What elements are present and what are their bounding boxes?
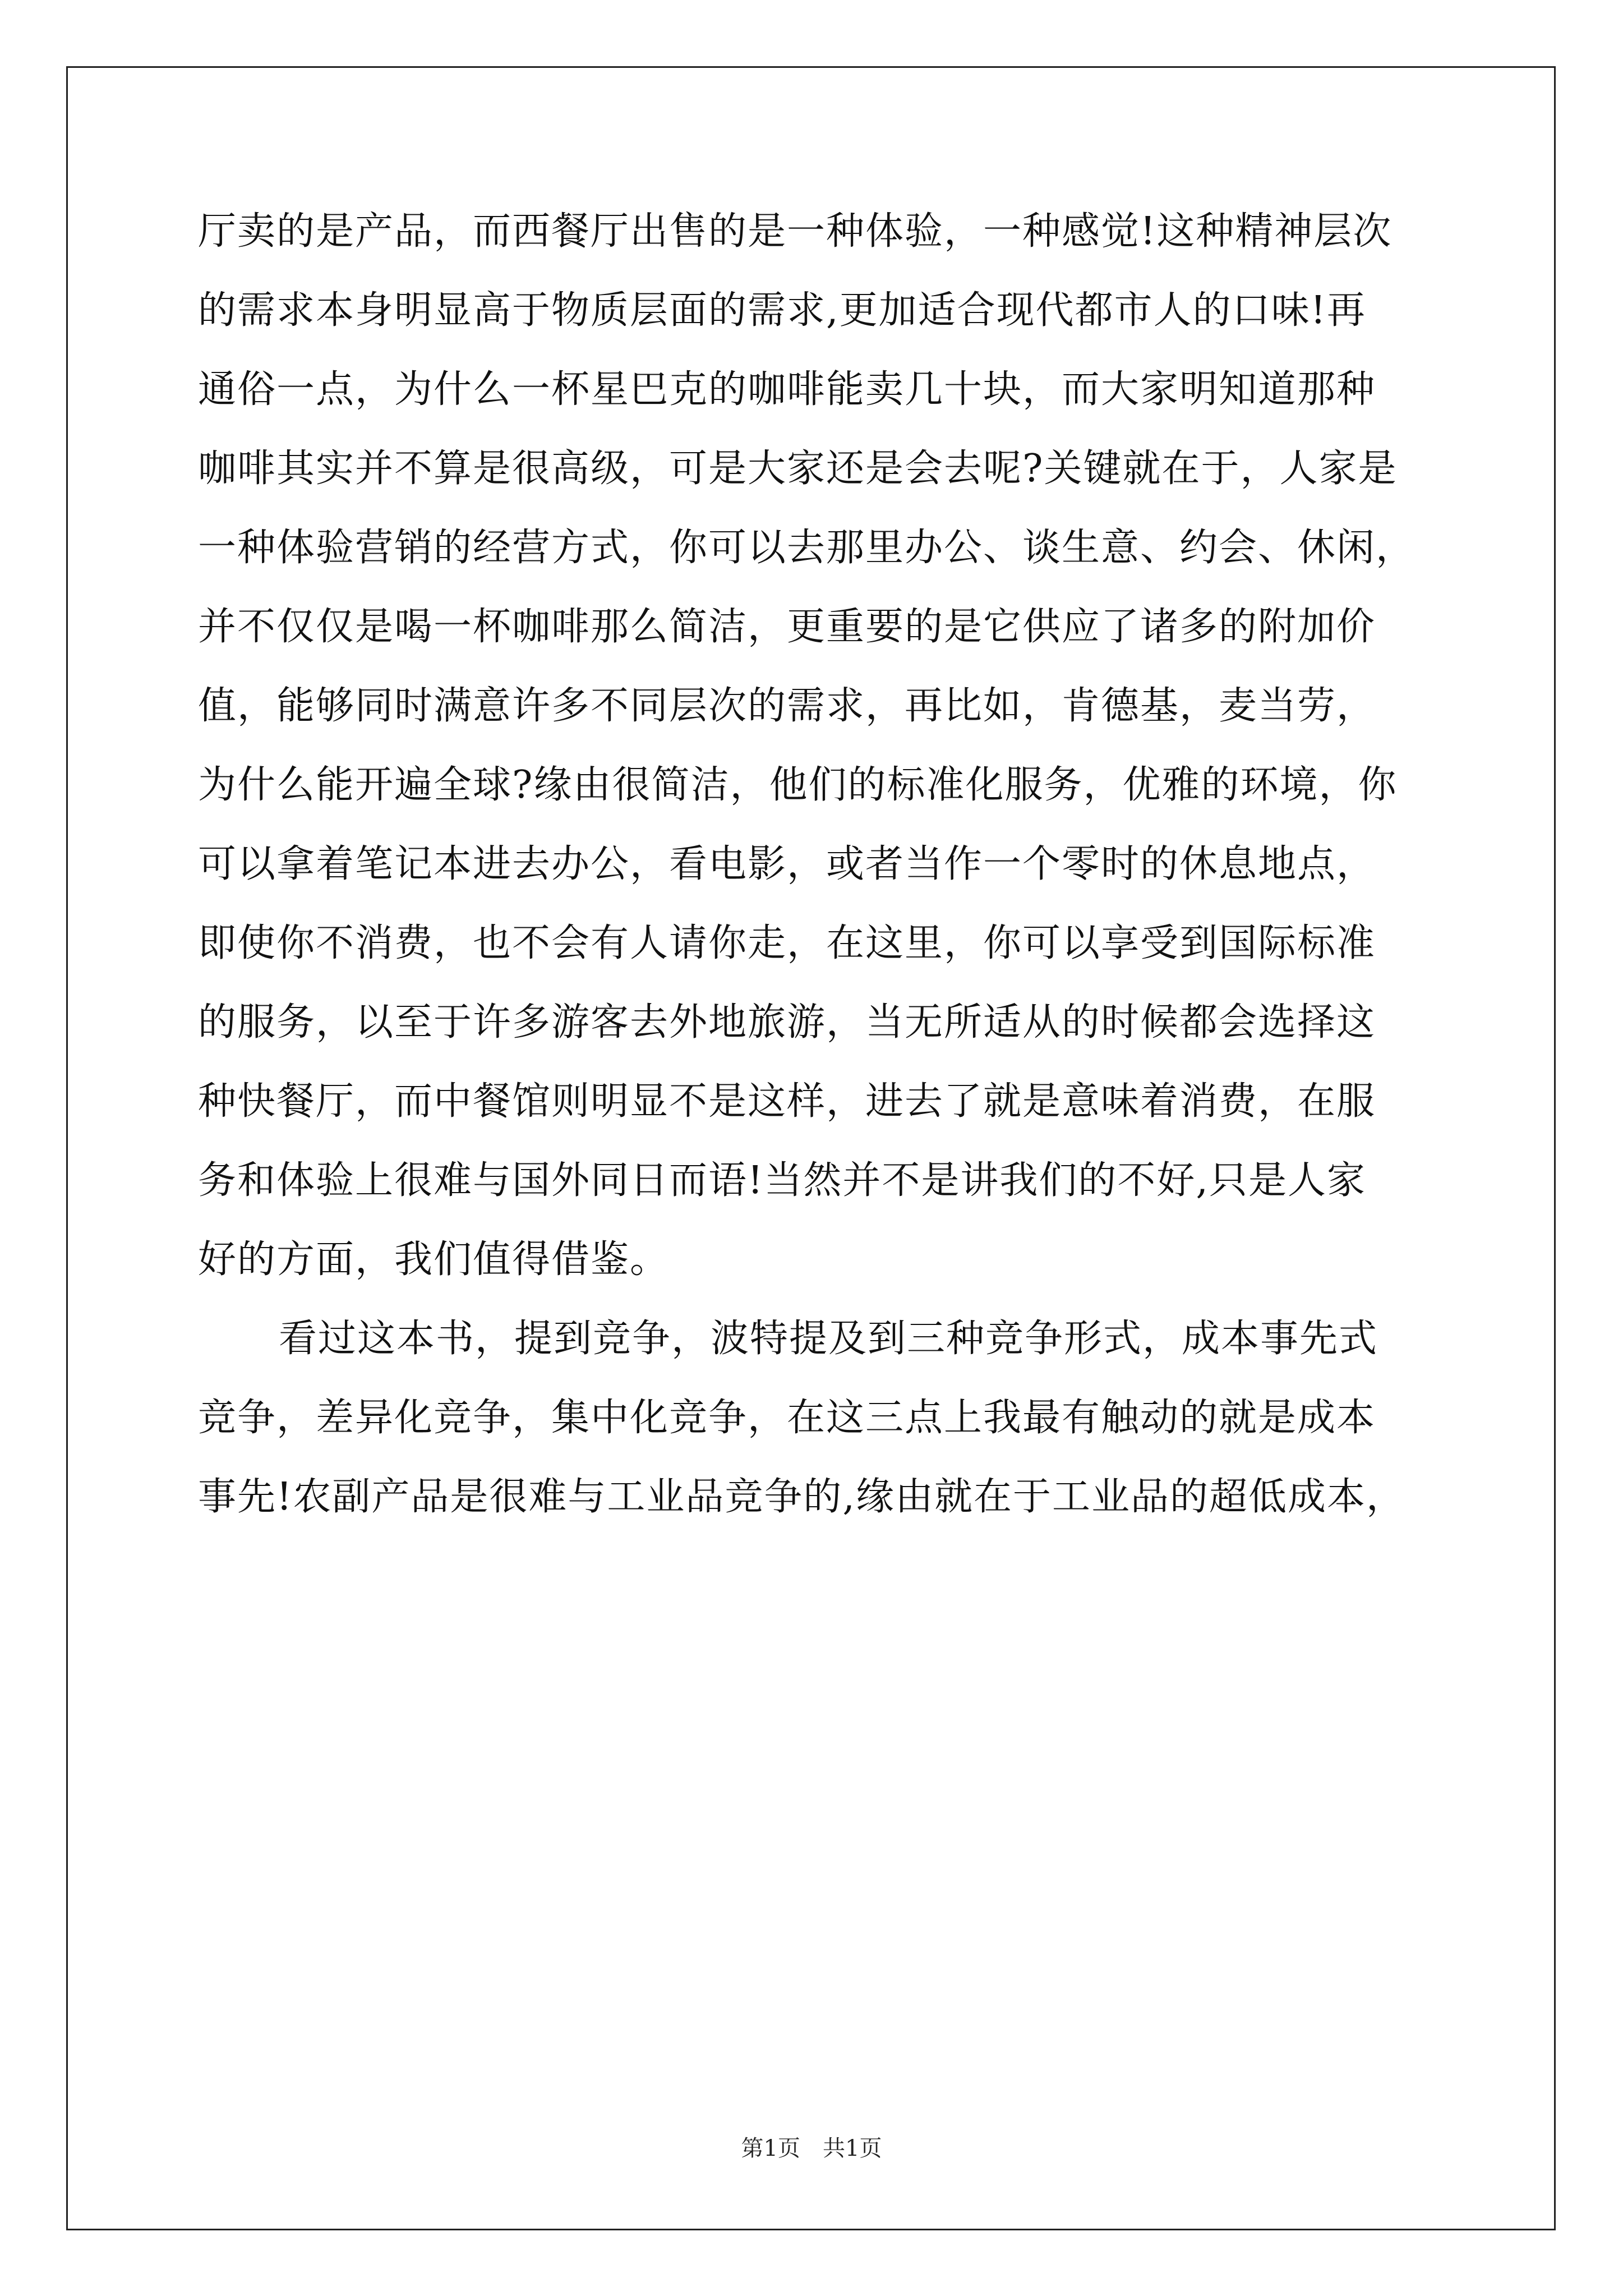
text-line: 即使你不消费，也不会有人请你走，在这里，你可以享受到国际标准 xyxy=(198,921,1376,965)
text-line: 为什么能开遍全球?缘由很简洁，他们的标准化服务，优雅的环境，你 xyxy=(198,763,1398,807)
page-number-current: 第1页 xyxy=(741,2136,800,2161)
text-line: 的服务，以至于许多游客去外地旅游，当无所适从的时候都会选择这 xyxy=(198,1000,1376,1045)
text-line: 看过这本书，提到竞争，波特提及到三种竞争形式，成本事先式 xyxy=(279,1317,1378,1361)
text-line: 可以拿着笔记本进去办公，看电影，或者当作一个零时的休息地点， xyxy=(198,842,1376,886)
text-line: 事先!农副产品是很难与工业品竞争的,缘由就在于工业品的超低成本， xyxy=(198,1475,1405,1519)
text-line: 厅卖的是产品，而西餐厅出售的是一种体验，一种感觉!这种精神层次 xyxy=(198,209,1393,254)
text-line: 通俗一点，为什么一杯星巴克的咖啡能卖几十块，而大家明知道那种 xyxy=(198,367,1376,412)
text-line: 好的方面，我们值得借鉴。 xyxy=(198,1237,670,1282)
page-number-total: 共1页 xyxy=(823,2136,882,2161)
text-line: 咖啡其实并不算是很高级，可是大家还是会去呢?关键就在于，人家是 xyxy=(198,447,1398,491)
text-line: 种快餐厅，而中餐馆则明显不是这样，进去了就是意味着消费，在服 xyxy=(198,1079,1376,1124)
text-line: 一种体验营销的经营方式，你可以去那里办公、谈生意、约会、休闲， xyxy=(198,526,1415,570)
text-line: 并不仅仅是喝一杯咖啡那么简洁，更重要的是它供应了诸多的附加价 xyxy=(198,605,1376,649)
text-line: 的需求本身明显高于物质层面的需求,更加适合现代都市人的口味!再 xyxy=(198,288,1366,333)
text-line: 务和体验上很难与国外同日而语!当然并不是讲我们的不好,只是人家 xyxy=(198,1158,1366,1203)
text-line: 值，能够同时满意许多不同层次的需求，再比如，肯德基，麦当劳， xyxy=(198,684,1376,728)
text-line: 竞争，差异化竞争，集中化竞争，在这三点上我最有触动的就是成本 xyxy=(198,1396,1376,1440)
page-footer xyxy=(0,2132,1623,2165)
